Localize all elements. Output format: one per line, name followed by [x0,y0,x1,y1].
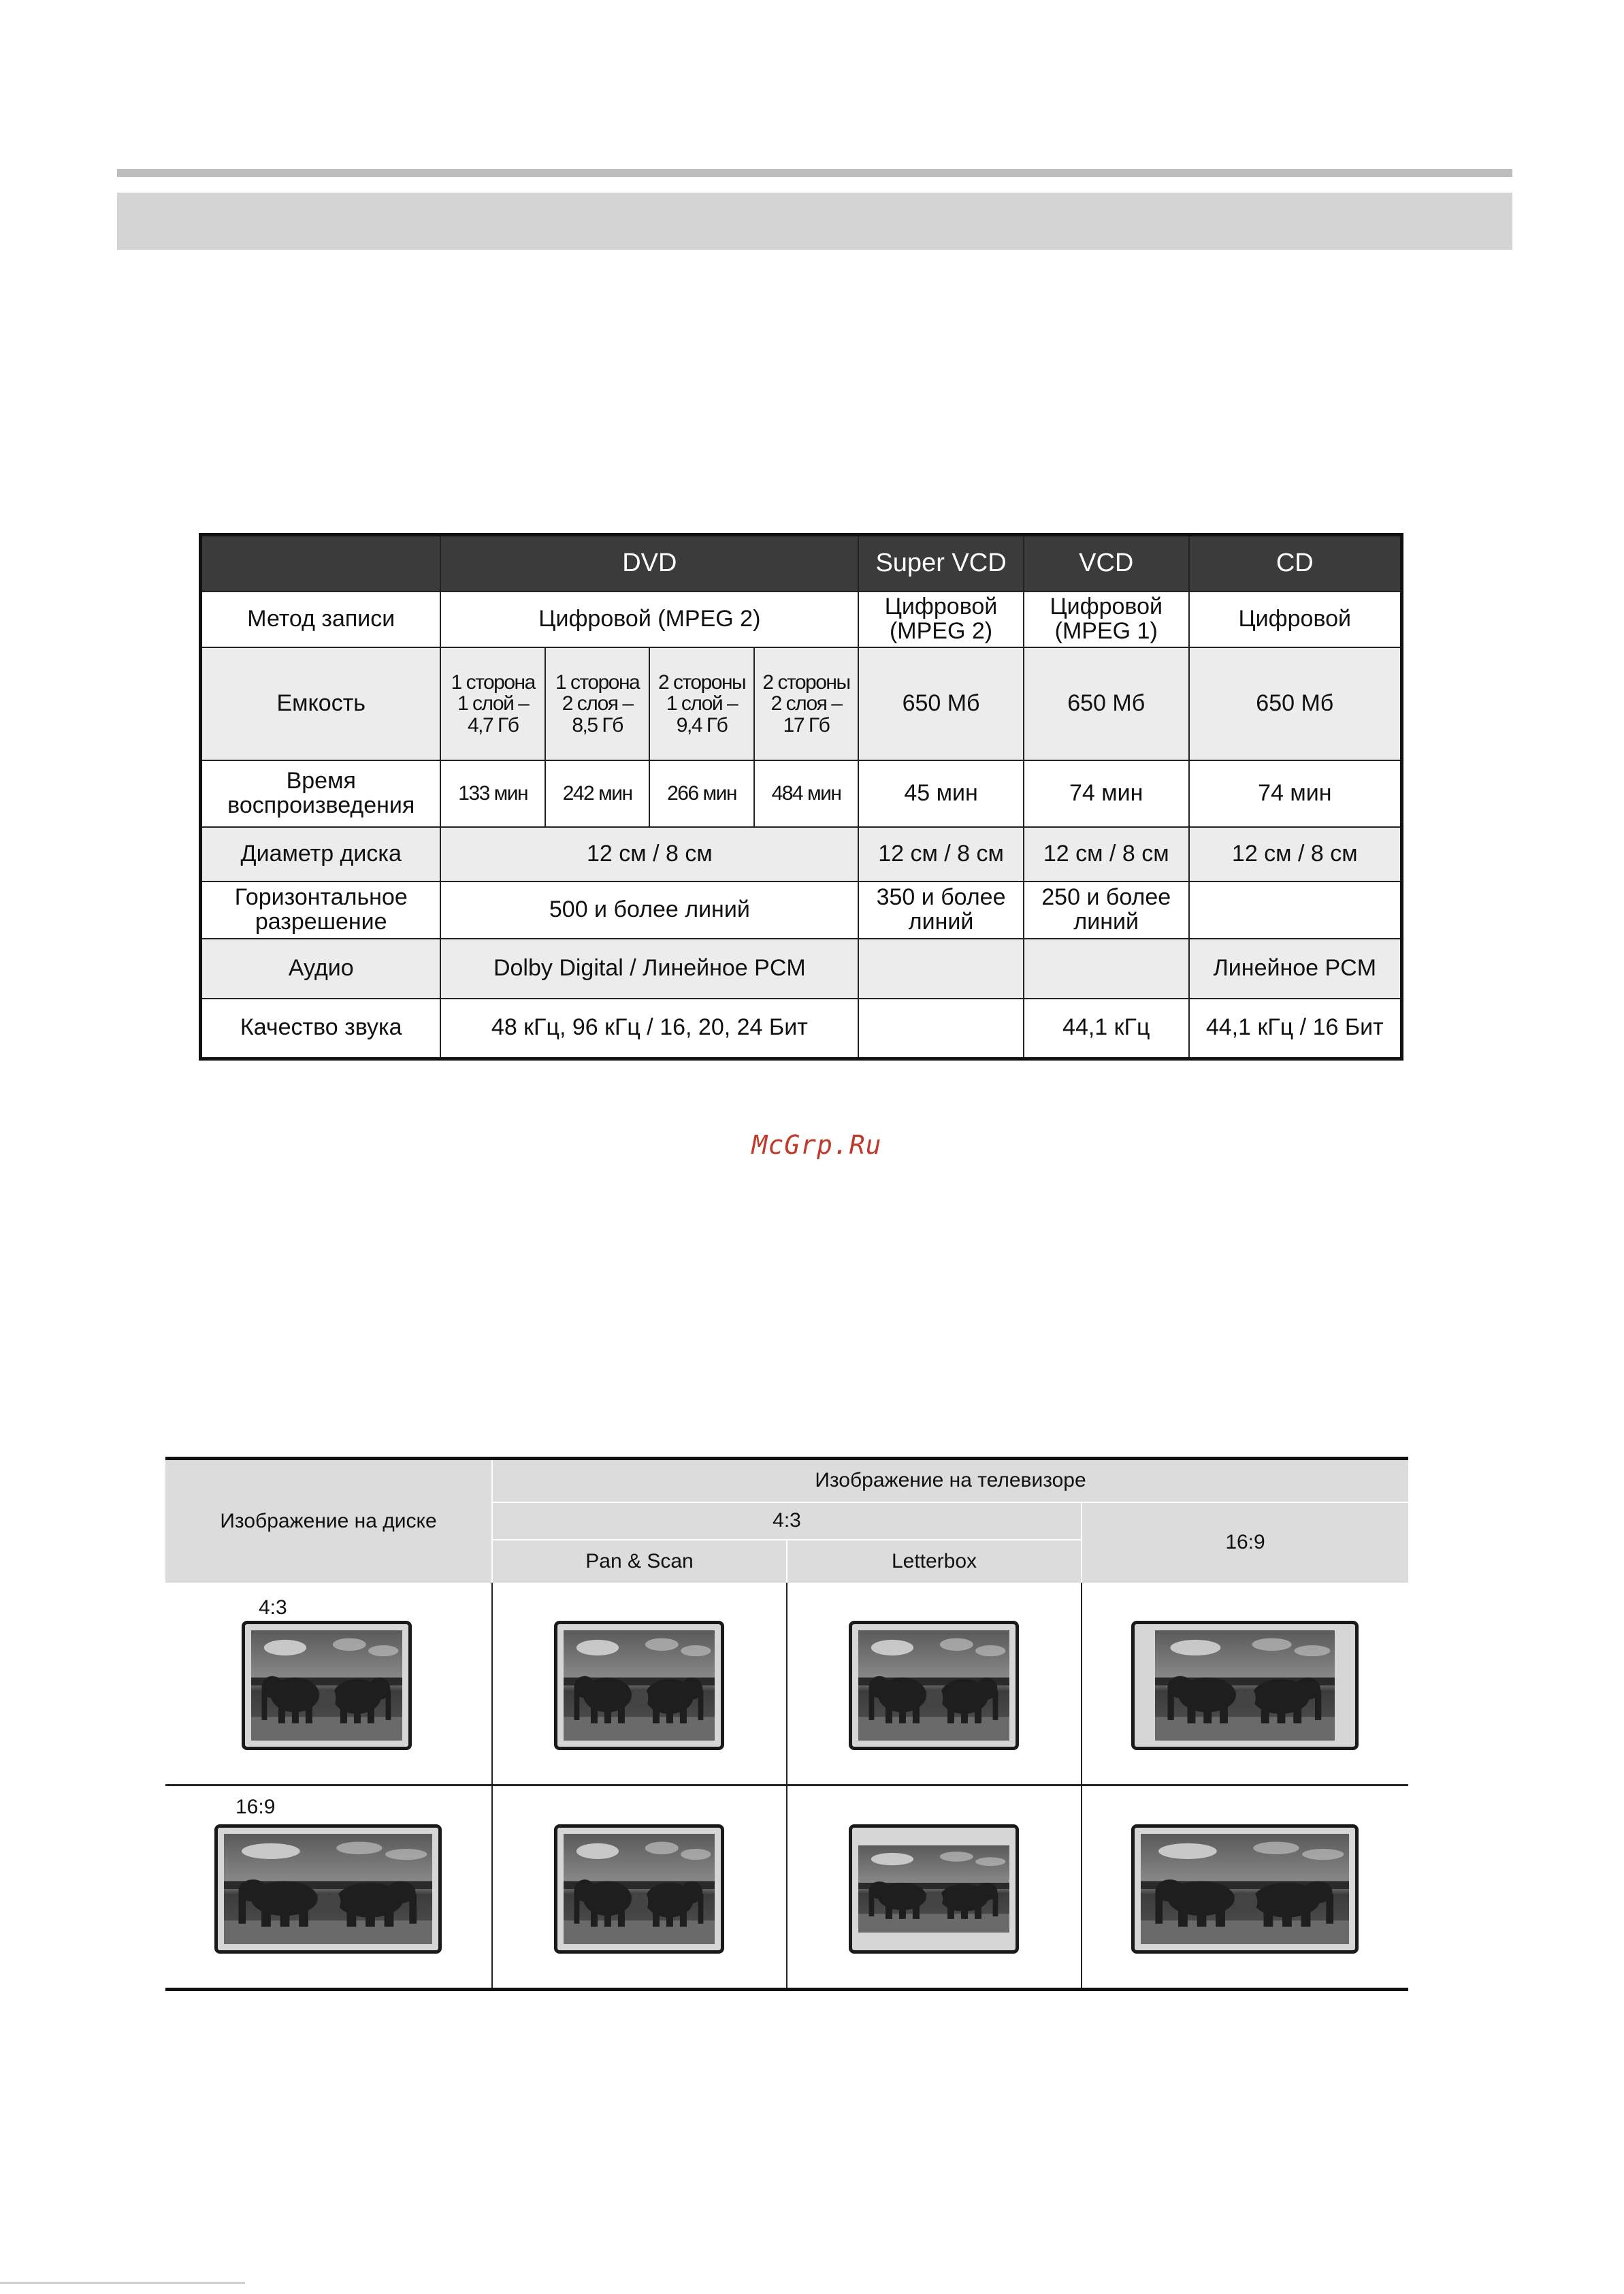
aspect-row-169 [165,1785,1408,1989]
row-audio [201,939,1402,999]
diameter-svcd: 12 см / 8 см [858,827,1024,882]
playtime-dvd-3: 266 мин [649,760,753,827]
letterbox-169-screen [849,1824,1019,1954]
audio-vcd [1024,939,1189,999]
wide-43-screen [1131,1621,1359,1750]
row-label-recording: Метод записи [201,592,441,647]
letterbox-43-cell [787,1583,1082,1786]
elephant-image-3 [858,1630,1009,1741]
tv-43-header: 4:3 [492,1502,1082,1540]
audio-svcd [858,939,1024,999]
disc-169-cell [165,1785,492,1989]
row-sound [201,999,1402,1059]
header-cd: CD [1189,535,1402,592]
aspect-row-43 [165,1583,1408,1786]
audio-dvd: Dolby Digital / Линейное PCM [440,939,858,999]
sound-vcd: 44,1 кГц [1024,999,1189,1059]
disc-comparison-table [199,533,1403,1061]
wide-43-cell [1082,1583,1408,1786]
sound-cd: 44,1 кГц / 16 Бит [1189,999,1402,1059]
elephant-image-5 [224,1834,432,1944]
letterbox-header: Letterbox [787,1540,1082,1583]
row-label-resolution: Горизонтальное разрешение [201,882,441,939]
wide-169-screen [1131,1824,1359,1954]
capacity-cd: 650 Мб [1189,647,1402,760]
aspect-ratio-table [165,1457,1408,1991]
disc-43-cell [165,1583,492,1786]
pan-scan-43-cell [492,1583,787,1786]
resolution-svcd: 350 и более линий [858,882,1024,939]
top-rule [117,169,1512,177]
playtime-vcd: 74 мин [1024,760,1189,827]
playtime-svcd: 45 мин [858,760,1024,827]
resolution-dvd: 500 и более линий [440,882,858,939]
row-label-capacity: Емкость [201,647,441,760]
disc-43-screen [242,1621,412,1750]
disc-169-screen [214,1824,442,1954]
row-label-audio: Аудио [201,939,441,999]
capacity-dvd-1: 1 сторона 1 слой – 4,7 Гб [440,647,545,760]
pan-scan-43-screen [554,1621,724,1750]
row-label-playtime: Время воспроизведения [201,760,441,827]
row-recording [201,592,1402,647]
header-dvd: DVD [440,535,858,592]
row-diameter [201,827,1402,882]
capacity-vcd: 650 Мб [1024,647,1189,760]
playtime-dvd-2: 242 мин [545,760,649,827]
aspect-header-row-1 [165,1459,1408,1502]
recording-vcd: Цифровой (MPEG 1) [1024,592,1189,647]
diameter-cd: 12 см / 8 см [1189,827,1402,882]
elephant-image-2 [564,1630,715,1741]
pan-scan-169-cell [492,1785,787,1989]
row-capacity [201,647,1402,760]
row-label-sound: Качество звука [201,999,441,1059]
diameter-vcd: 12 см / 8 см [1024,827,1189,882]
elephant-image-8 [1141,1834,1349,1944]
recording-cd: Цифровой [1189,592,1402,647]
letterbox-169-cell [787,1785,1082,1989]
header-vcd: VCD [1024,535,1189,592]
capacity-dvd-4: 2 стороны 2 слоя – 17 Гб [754,647,858,760]
tv-image-header: Изображение на телевизоре [492,1459,1408,1502]
disc-image-header: Изображение на диске [165,1459,492,1583]
capacity-svcd: 650 Мб [858,647,1024,760]
diameter-dvd: 12 см / 8 см [440,827,858,882]
letterbox-43-screen [849,1621,1019,1750]
recording-dvd: Цифровой (MPEG 2) [440,592,858,647]
disc-table-header-row [201,535,1402,592]
playtime-cd: 74 мин [1189,760,1402,827]
header-band [117,193,1512,250]
pan-scan-header: Pan & Scan [492,1540,787,1583]
audio-cd: Линейное PCM [1189,939,1402,999]
resolution-cd [1189,882,1402,939]
capacity-dvd-2: 1 сторона 2 слоя – 8,5 Гб [545,647,649,760]
corner-mark [0,2282,245,2284]
row-label-diameter: Диаметр диска [201,827,441,882]
disc-43-label: 4:3 [259,1596,287,1619]
resolution-vcd: 250 и более линий [1024,882,1189,939]
header-empty-cell [201,535,441,592]
sound-svcd [858,999,1024,1059]
header-svcd: Super VCD [858,535,1024,592]
recording-svcd: Цифровой (MPEG 2) [858,592,1024,647]
elephant-image-6 [564,1834,715,1944]
capacity-dvd-3: 2 стороны 1 слой – 9,4 Гб [649,647,753,760]
playtime-dvd-1: 133 мин [440,760,545,827]
playtime-dvd-4: 484 мин [754,760,858,827]
row-resolution [201,882,1402,939]
wide-169-cell [1082,1785,1408,1989]
elephant-image-7 [858,1845,1009,1933]
pan-scan-169-screen [554,1824,724,1954]
watermark: McGrp.Ru [751,1130,882,1160]
disc-169-label: 16:9 [236,1795,276,1818]
row-playtime [201,760,1402,827]
elephant-image-1 [251,1630,402,1741]
tv-169-header: 16:9 [1082,1502,1408,1583]
sound-dvd: 48 кГц, 96 кГц / 16, 20, 24 Бит [440,999,858,1059]
elephant-image-4 [1155,1630,1335,1741]
